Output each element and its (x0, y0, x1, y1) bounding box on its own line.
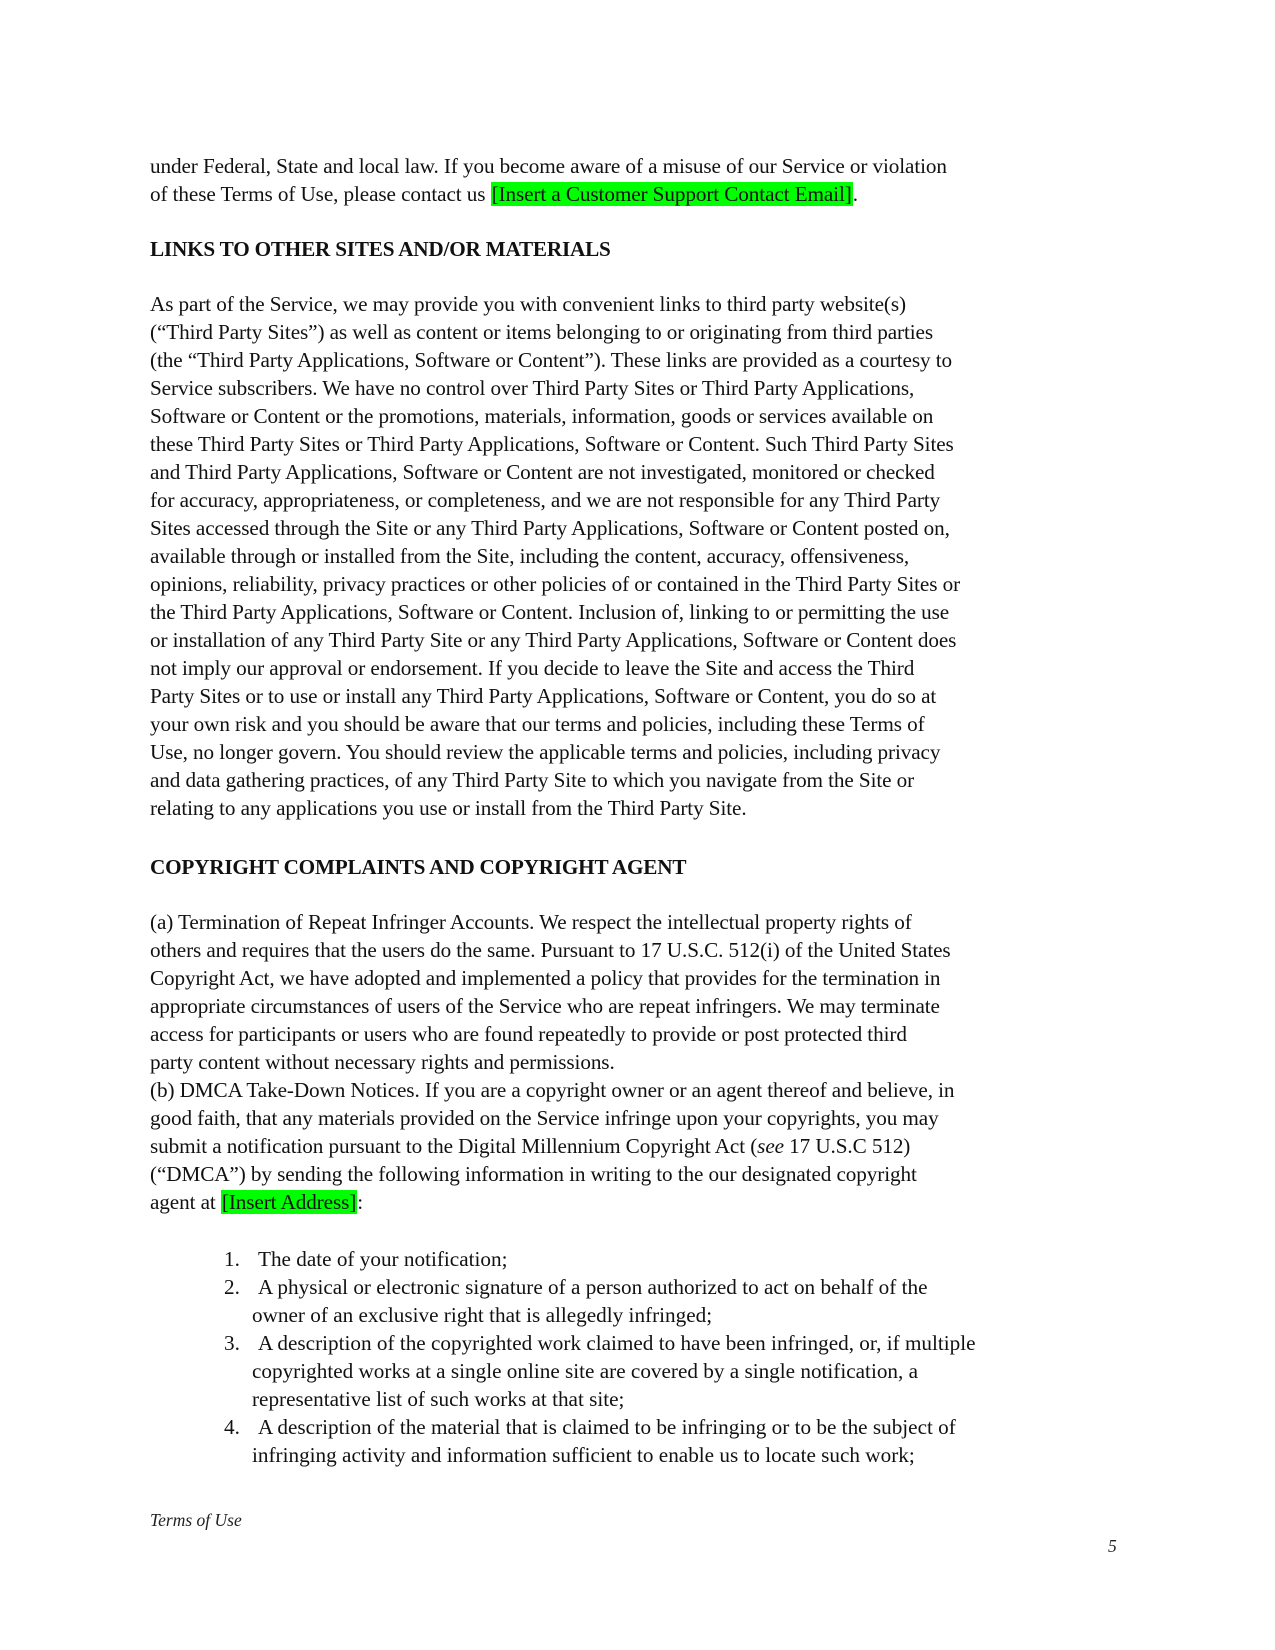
list-item (150, 1413, 1130, 1469)
text-line: Sites accessed through the Site or any Third Party Applications, Software or Content posted on, (150, 516, 950, 540)
list-item-text: A description of the copyrighted work claimed to have been infringed, or, if multiple (258, 1331, 976, 1355)
text-line: these Third Party Sites or Third Party Applications, Software or Content. Such Third Party Sites (150, 432, 954, 456)
text-line (150, 180, 1130, 208)
dmca-requirements-list (150, 1245, 1130, 1469)
text-segment: agent at (150, 1190, 221, 1214)
text-line: your own risk and you should be aware that our terms and policies, including these Terms of (150, 712, 925, 736)
list-item-line (150, 1385, 1130, 1413)
section-heading-copyright: COPYRIGHT COMPLAINTS AND COPYRIGHT AGENT (150, 855, 687, 879)
list-item-line (150, 1301, 1130, 1329)
text-line (150, 1188, 1130, 1216)
list-item (150, 1245, 1130, 1273)
text-segment: submit a notification pursuant to the Digital Millennium Copyright Act ( (150, 1134, 758, 1158)
list-item-text: infringing activity and information sufficient to enable us to locate such work; (252, 1443, 915, 1467)
text-line: under Federal, State and local law. If you become aware of a misuse of our Service or violation (150, 154, 947, 178)
section-heading-links: LINKS TO OTHER SITES AND/OR MATERIALS (150, 237, 611, 261)
list-item-line (150, 1245, 1130, 1273)
section-copyright-heading-block (150, 853, 1130, 881)
text-line: available through or installed from the Site, including the content, accuracy, offensiveness, (150, 544, 910, 568)
text-segment: of these Terms of Use, please contact us (150, 182, 491, 206)
text-line: (b) DMCA Take-Down Notices. If you are a copyright owner or an agent thereof and believe, in (150, 1078, 955, 1102)
intro-paragraph (150, 152, 1130, 208)
text-line: Copyright Act, we have adopted and implemented a policy that provides for the termination in (150, 966, 941, 990)
text-line (150, 1132, 1130, 1160)
text-line: others and requires that the users do the same. Pursuant to 17 U.S.C. 512(i) of the United States (150, 938, 951, 962)
placeholder-address: [Insert Address] (221, 1190, 357, 1214)
text-line: Use, no longer govern. You should review the applicable terms and policies, including privacy (150, 740, 941, 764)
text-line: for accuracy, appropriateness, or completeness, and we are not responsible for any Third Party (150, 488, 941, 512)
list-item-text: copyrighted works at a single online site are covered by a single notification, a (252, 1359, 919, 1383)
list-item-number: 3. (224, 1331, 240, 1355)
placeholder-support-email: [Insert a Customer Support Contact Email] (491, 182, 852, 206)
copyright-paragraph-b (150, 1076, 1130, 1216)
text-line: and Third Party Applications, Software or Content are not investigated, monitored or checked (150, 460, 935, 484)
list-item-text: A physical or electronic signature of a person authorized to act on behalf of the (258, 1275, 928, 1299)
text-line: or installation of any Third Party Site or any Third Party Applications, Software or Content does (150, 628, 957, 652)
copyright-paragraph-a (150, 908, 1130, 1076)
list-item-line (150, 1273, 1130, 1301)
list-item-text: representative list of such works at that site; (252, 1387, 625, 1411)
list-item-number: 2. (224, 1275, 240, 1299)
list-item-line (150, 1413, 1130, 1441)
text-line: (“Third Party Sites”) as well as content or items belonging to or originating from third parties (150, 320, 933, 344)
list-item-number: 1. (224, 1247, 240, 1271)
text-line: party content without necessary rights and permissions. (150, 1050, 615, 1074)
section-links-paragraph (150, 290, 1130, 822)
list-item-line (150, 1357, 1130, 1385)
list-item-text: A description of the material that is claimed to be infringing or to be the subject of (258, 1415, 956, 1439)
list-item-number: 4. (224, 1415, 240, 1439)
text-segment: : (357, 1190, 363, 1214)
list-item (150, 1273, 1130, 1329)
text-line: relating to any applications you use or install from the Third Party Site. (150, 796, 747, 820)
text-line: good faith, that any materials provided on the Service infringe upon your copyrights, you may (150, 1106, 939, 1130)
section-links-heading-block (150, 235, 1130, 263)
text-segment: 17 U.S.C 512) (783, 1134, 911, 1158)
text-segment-italic: see (757, 1134, 784, 1158)
text-line: (a) Termination of Repeat Infringer Accounts. We respect the intellectual property rights of (150, 910, 912, 934)
text-line: Service subscribers. We have no control over Third Party Sites or Third Party Applications, (150, 376, 915, 400)
text-line: and data gathering practices, of any Third Party Site to which you navigate from the Site or (150, 768, 915, 792)
text-line: the Third Party Applications, Software or Content. Inclusion of, linking to or permitting the use (150, 600, 950, 624)
list-item-text: owner of an exclusive right that is allegedly infringed; (252, 1303, 713, 1327)
text-line: access for participants or users who are found repeatedly to provide or post protected third (150, 1022, 907, 1046)
text-line: (the “Third Party Applications, Software or Content”). These links are provided as a courtesy to (150, 348, 952, 372)
text-line: (“DMCA”) by sending the following information in writing to the our designated copyright (150, 1162, 917, 1186)
page-number: 5 (1108, 1536, 1117, 1556)
text-line: appropriate circumstances of users of the Service who are repeat infringers. We may terminate (150, 994, 940, 1018)
text-line: Party Sites or to use or install any Third Party Applications, Software or Content, you do so at (150, 684, 937, 708)
list-item-text: The date of your notification; (258, 1247, 508, 1271)
list-item (150, 1329, 1130, 1413)
text-line: not imply our approval or endorsement. If you decide to leave the Site and access the Third (150, 656, 915, 680)
footer-document-title: Terms of Use (150, 1510, 242, 1530)
list-item-line (150, 1441, 1130, 1469)
text-line: opinions, reliability, privacy practices or other policies of or contained in the Third Party Sites or (150, 572, 961, 596)
text-line: As part of the Service, we may provide you with convenient links to third party website(s) (150, 292, 906, 316)
list-item-line (150, 1329, 1130, 1357)
text-segment: . (852, 182, 858, 206)
text-line: Software or Content or the promotions, materials, information, goods or services available on (150, 404, 934, 428)
